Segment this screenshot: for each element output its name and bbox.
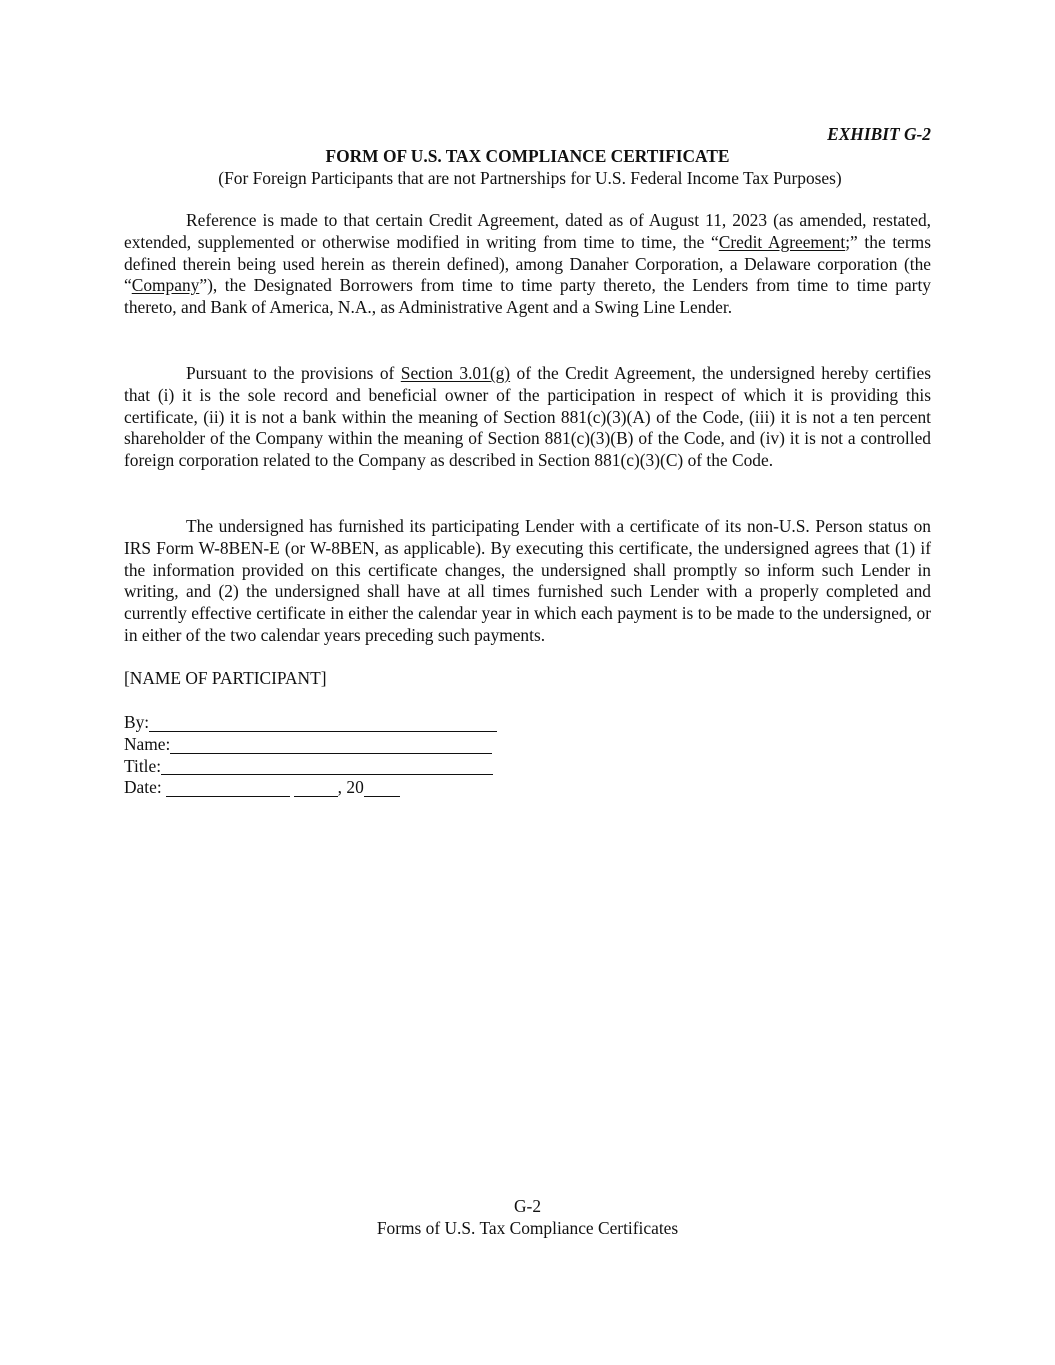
footer-page-number: G-2: [513, 1196, 542, 1216]
title-label: Title:: [124, 755, 162, 776]
by-label: By:: [124, 712, 150, 732]
footer-description: Forms of U.S. Tax Compliance Certificates: [376, 1218, 679, 1238]
date-month-blank[interactable]: [166, 780, 290, 797]
document-title: FORM OF U.S. TAX COMPLIANCE CERTIFICATE: [325, 146, 730, 166]
reference-text-a: Reference is made to that certain Credit Agreement, dated as of August 11, 2023 (as amended, restated, extended, supplemented or otherwise modified in writing from time to time, the “: [124, 210, 931, 252]
certification-text-b: of the Credit Agreement, the undersigned hereby certifies that (i) it is the sole record and beneficial owner of the participation in respect of which it is providing this certificate, (ii) it is not a bank within the meaning of Section 881(c)(3)(A) of the Code, (iii) it is not a ten percent shareholder of the Company within the meaning of Section 881(c)(3)(B) of the Code, and (iv) it is not a controlled foreign corporation related to the Company as described in Section 881(c)(3)(C) of the Code.: [124, 363, 931, 471]
signature-block: [124, 712, 504, 799]
date-year-prefix: , 20: [337, 777, 364, 798]
by-blank[interactable]: [149, 715, 497, 732]
name-label: Name:: [124, 733, 171, 754]
defined-term-company: Company: [131, 275, 200, 296]
signature-title-line: [124, 756, 504, 778]
signature-by-line: [124, 712, 504, 734]
reference-paragraph: [124, 210, 931, 319]
defined-term-credit-agreement: Credit Agreement: [718, 231, 846, 252]
exhibit-label: EXHIBIT G-2: [827, 124, 931, 144]
certification-paragraph: [124, 363, 931, 472]
title-blank[interactable]: [161, 758, 493, 775]
certification-text-a: Pursuant to the provisions of: [186, 363, 401, 383]
undertaking-paragraph: The undersigned has furnished its participating Lender with a certificate of its non-U.S. Person status on IRS Form W-8BEN-E (or W-8BEN, as applicable). By executing this certificate, the undersigned agrees that (1) if the information provided on this certificate changes, the undersigned shall promptly so inform such Lender in writing, and (2) the undersigned shall have at all times furnished such Lender with a properly completed and currently effective certificate in either the calendar year in which each payment is to be made to the undersigned, or in either of the two calendar years preceding such payments.: [124, 516, 931, 645]
reference-text-b: ;” the terms defined therein being used herein as therein defined), among Danaher Corporation, a Delaware corporation (the “: [124, 231, 931, 296]
date-year-blank[interactable]: [364, 780, 400, 797]
signature-name-line: [124, 734, 504, 756]
document-subtitle: (For Foreign Participants that are not Partnerships for U.S. Federal Income Tax Purposes): [218, 168, 842, 188]
reference-text-c: ”), the Designated Borrowers from time to time party thereto, the Lenders from time to time party thereto, and Bank of America, N.A., as Administrative Agent and a Swing Line Lender.: [124, 275, 931, 318]
participant-name-placeholder: [NAME OF PARTICIPANT]: [124, 668, 327, 688]
date-label: Date:: [124, 777, 162, 798]
signature-date-line: [124, 777, 504, 799]
section-reference: Section 3.01(g): [400, 363, 511, 383]
name-blank[interactable]: [170, 737, 492, 754]
date-day-blank[interactable]: [294, 780, 338, 797]
